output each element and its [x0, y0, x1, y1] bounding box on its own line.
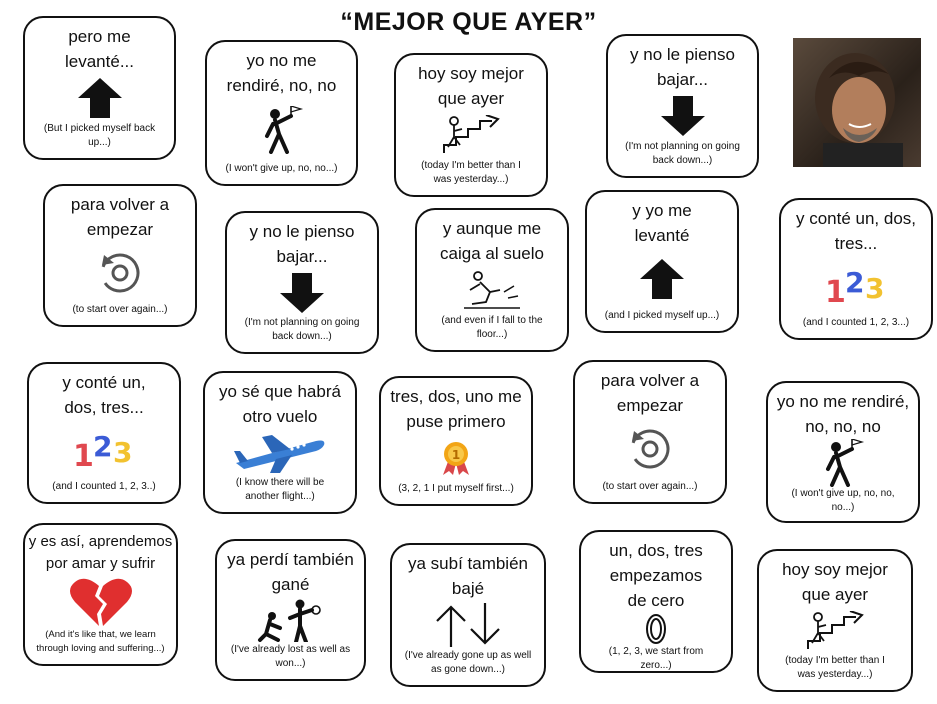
up-down-arrows-icon [433, 601, 503, 649]
lyric-card [757, 549, 913, 692]
translation-text: (today I'm better than I was yesterday...) [785, 655, 885, 680]
climber-flag-icon [818, 439, 868, 487]
translation-text: (and I picked myself up...) [604, 310, 720, 321]
lyric-card [27, 362, 181, 504]
translation-text: (1, 2, 3, we start from zero...) [608, 646, 704, 671]
lyric-text: y no le pienso bajar... [630, 45, 735, 89]
lyric-card [390, 543, 546, 687]
translation-text: (and even if I fall to the floor...) [441, 315, 543, 340]
lyric-text: tres, dos, uno me puse primero [390, 387, 522, 431]
arrow-down-icon [661, 92, 705, 140]
lyric-card [23, 523, 178, 666]
lyric-card [606, 34, 759, 178]
page-title: “MEJOR QUE AYER” [340, 8, 597, 36]
lyric-card [415, 208, 569, 352]
lyric-text: un, dos, tres empezamos de cero [609, 541, 703, 610]
medal-icon [441, 434, 471, 482]
lyric-card [23, 16, 176, 160]
broken-heart-icon [69, 575, 133, 628]
translation-text: (I know there will be another flight...) [235, 477, 325, 502]
zero-icon [644, 613, 668, 645]
numbers-123-icon [821, 256, 891, 316]
svg-text:1: 1 [825, 275, 846, 306]
lyric-card [573, 360, 727, 504]
svg-text:3: 3 [113, 436, 133, 469]
lyric-text: yo sé que habrá otro vuelo [219, 382, 341, 426]
svg-text:1: 1 [451, 448, 461, 462]
stairs-up-icon [806, 607, 864, 654]
lyric-card [225, 211, 379, 354]
restart-icon [98, 242, 142, 303]
lyric-text: yo no me rendiré, no, no [226, 51, 337, 95]
lyric-text: ya perdí también gané [227, 550, 354, 594]
lyric-card [215, 539, 366, 681]
airplane-icon [232, 429, 328, 476]
svg-text:1: 1 [73, 439, 94, 470]
lyric-text: y no le pienso bajar... [249, 222, 355, 266]
translation-text: (But I picked myself back up...) [43, 123, 156, 148]
lyric-card [394, 53, 548, 197]
translation-text: (I won't give up, no, no...) [225, 163, 338, 174]
lyric-text: y aunque me caiga al suelo [440, 219, 544, 263]
lyric-text: y conté un, dos, tres... [795, 209, 917, 253]
singer-photo [793, 38, 921, 167]
translation-text: (today I'm better than I was yesterday...) [421, 160, 521, 185]
lyric-card [766, 381, 920, 523]
fall-icon [464, 266, 520, 314]
lyric-text: y yo me levanté [632, 201, 692, 245]
lyric-text: hoy soy mejor que ayer [418, 64, 524, 108]
translation-text: (and I counted 1, 2, 3..) [52, 481, 156, 492]
arrow-down-icon [280, 269, 324, 316]
lyric-card [203, 371, 357, 514]
lyric-card [779, 198, 933, 340]
translation-text: (I've already gone up as well as gone down...) [404, 650, 532, 675]
svg-text:2: 2 [845, 266, 865, 299]
arrow-up-icon [78, 74, 122, 122]
translation-text: (and I counted 1, 2, 3...) [802, 317, 910, 328]
lyric-text: para volver a empezar [70, 195, 170, 239]
lyric-text: pero me levanté... [65, 27, 134, 71]
lyric-text: y es así, aprendemos por amar y sufrir [28, 533, 173, 572]
translation-text: (And it's like that, we learn through loving and suffering...) [36, 629, 165, 654]
lyric-text: yo no me rendiré, no, no, no [776, 392, 910, 436]
lyric-text: ya subí también bajé [407, 554, 528, 598]
restart-icon [628, 418, 672, 480]
lyric-card [579, 530, 733, 673]
translation-text: (3, 2, 1 I put myself first...) [398, 483, 514, 494]
svg-text:2: 2 [93, 430, 113, 463]
svg-text:3: 3 [865, 272, 885, 305]
arrow-up-icon [640, 248, 684, 309]
translation-text: (I'm not planning on going back down...) [625, 141, 740, 166]
lose-win-icon [256, 597, 326, 643]
translation-text: (to start over again...) [72, 304, 168, 315]
numbers-123-icon [69, 420, 139, 480]
lyric-card [205, 40, 358, 186]
lyric-card [379, 376, 533, 506]
lyric-text: hoy soy mejor que ayer [782, 560, 888, 604]
lyric-card [585, 190, 739, 333]
lyric-text: y conté un, dos, tres... [62, 373, 146, 417]
translation-text: (to start over again...) [602, 481, 698, 492]
lyric-text: para volver a empezar [600, 371, 700, 415]
translation-text: (I won't give up, no, no, no...) [791, 488, 895, 513]
stairs-up-icon [442, 111, 500, 159]
translation-text: (I've already lost as well as won...) [230, 644, 351, 669]
climber-flag-icon [257, 98, 307, 162]
translation-text: (I'm not planning on going back down...) [244, 317, 360, 342]
lyric-card [43, 184, 197, 327]
